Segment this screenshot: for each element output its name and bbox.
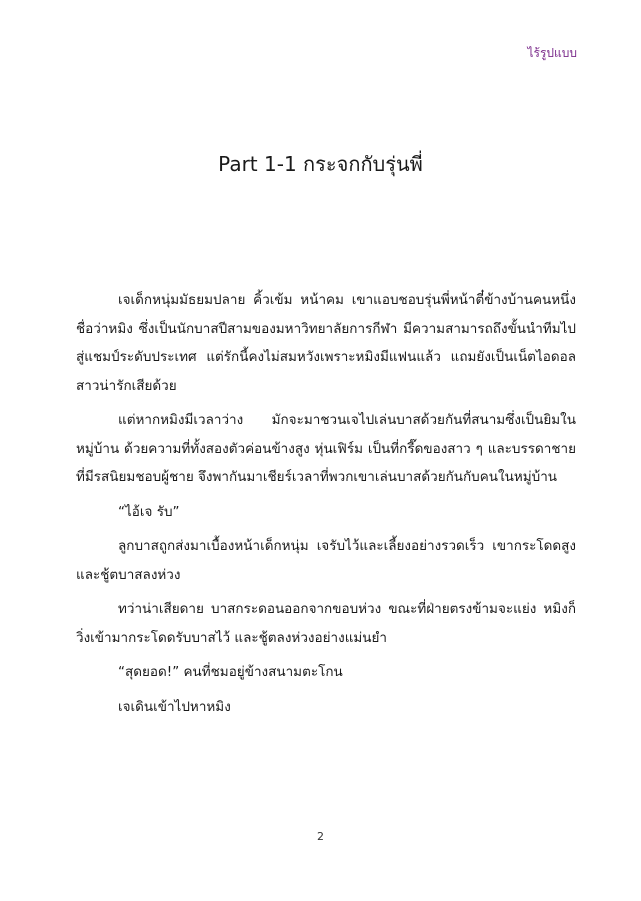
paragraph: เจเด็กหนุ่มมัธยมปลาย คิ้วเข้ม หน้าคม เขาแอบชอบรุ่นพี่หน้าตี๋ข้างบ้านคนหนึ่งชื่อว่าหมิง ซึ่งเป็นนักบาสปีสามของมหาวิทยาลัยการกีฬา มีความสามารถถึงขั้นนำทีมไปสู่แชมป์ระดับประเทศ แต่รักนี้คงไม่สมหวังเพราะหมิงมีแฟนแล้ว แถมยังเป็นเน็ตไอดอลสาวน่ารักเสียด้วย xyxy=(76,292,576,394)
dialogue-line: “สุดยอด!” คนที่ชมอยู่ข้างสนามตะโกน xyxy=(118,664,343,680)
dialogue-line: “ไอ้เจ รับ” xyxy=(118,503,180,520)
paragraph: ลูกบาสถูกส่งมาเบื้องหน้าเด็กหนุ่ม เจรับไว้และเลี้ยงอย่างรวดเร็ว เขากระโดดสูงและชู้ตบาสลงห่วง xyxy=(76,538,576,583)
paragraph: เจเดินเข้าไปหาหมิง xyxy=(118,698,231,715)
running-header: ไร้รูปแบบ xyxy=(527,46,577,60)
story-body xyxy=(76,286,576,727)
chapter-title: Part 1-1 กระจกกับรุ่นพี่ xyxy=(218,152,423,176)
paragraph: แต่หากหมิงมีเวลาว่าง มักจะมาชวนเจไปเล่นบาสด้วยกันที่สนามซึ่งเป็นยิมในหมู่บ้าน ด้วยความที่ทั้งสองตัวค่อนข้างสูง หุ่นเฟิร์ม เป็นที่กรี๊ดของสาว ๆ และบรรดาชายที่มีรสนิยมชอบผู้ชาย จึงพากันมาเชียร์เวลาที่พวกเขาเล่นบาสด้วยกันกับคนในหมู่บ้าน xyxy=(76,412,576,485)
paragraph: ทว่าน่าเสียดาย บาสกระดอนออกจากขอบห่วง ขณะที่ฝ่ายตรงข้ามจะแย่ง หมิงก็วิ่งเข้ามากระโดดรับบาสไว้ และชู้ตลงห่วงอย่างแม่นยำ xyxy=(76,601,576,646)
page-number: 2 xyxy=(317,830,324,843)
